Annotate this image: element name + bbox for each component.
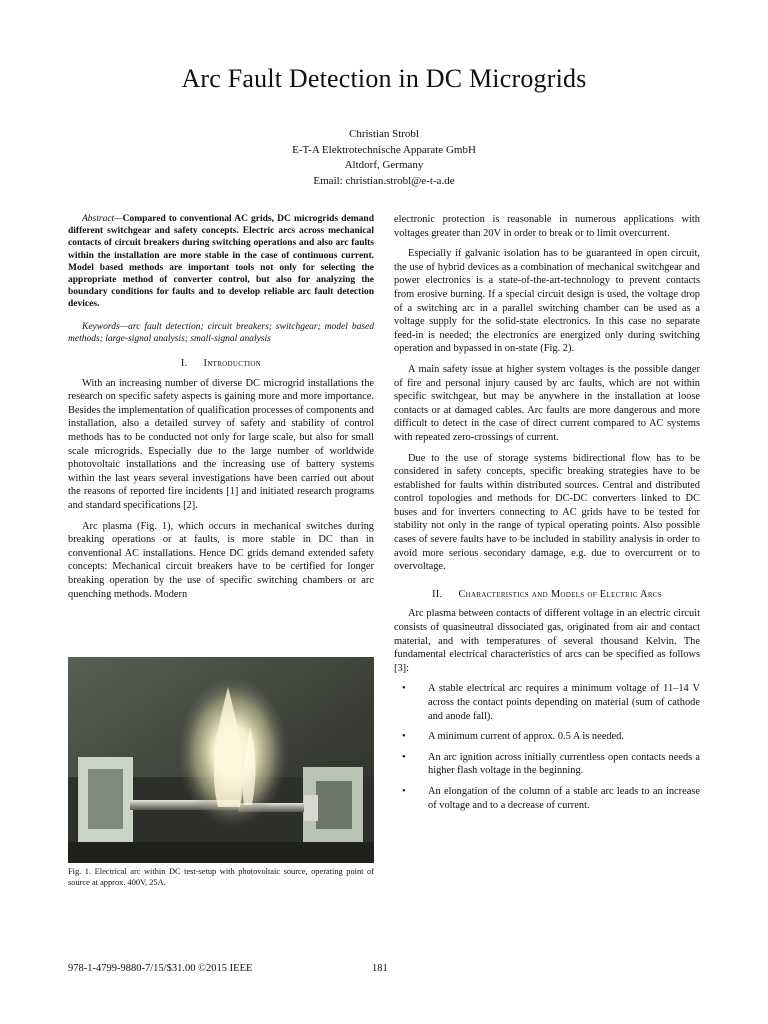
bullet-icon: • (402, 683, 406, 695)
section-title: Introduction (203, 358, 262, 370)
abstract-lead: Abstract— (82, 214, 123, 224)
right-column (394, 213, 700, 819)
section-number: II. (432, 588, 443, 600)
figure-arc-photo (68, 657, 374, 863)
keywords: Keywords—arc fault detection; circuit breakers; switchgear; model based methods; large-signal analysis; small-signal analysis (68, 321, 374, 344)
page-number: 181 (372, 963, 388, 974)
right-paragraph-2: Especially if galvanic isolation has to be guaranteed in open circuit, the use of hybrid devices as a combination of mechanical switchgear and power electronics is a state-of-the-art-technology to prevent contacts from erosive burning. If a special circuit design is used, the voltage drop of a switching arc in a parallel switching chamber can be used as a voltage supply for the solid-state electronics. In this case no separate feed-in is needed; the electronics are energized only during switching operation and bypassed in on-state (Fig. 2). (394, 248, 700, 355)
intro-paragraph-2: Arc plasma (Fig. 1), which occurs in mechanical switches during breaking operations or at faults, is more stable in DC than in conventional AC installations. Hence DC grids demand extended safety concepts: Mechanical circuit breakers have to be certified for longer breaking operation by the use of specific switching chambers or arc quenching methods. Modern (68, 520, 374, 600)
section2-paragraph-1: Arc plasma between contacts of different voltage in an electric circuit consists of quasineutral dissociated gas, originated from air and contact material, and with temperatures of several thousand Kelvin. The fundamental electrical characteristics of arcs can be specified as follows [3]: (394, 608, 700, 674)
list-item: • An elongation of the column of a stable arc leads to an increase of voltage and to a decrease of current. (402, 785, 700, 811)
section-heading-characteristics (394, 588, 700, 602)
right-paragraph-4: Due to the use of storage systems bidirectional flow has to be considered in safety concepts, specific breaking strategies have to be established for faults within distributed sources. Central and distributed control topologies and methods for DC-DC converters linked to DC buses and for inverters connecting to AC grids have to be tested for stability not only in the range of typical operating points. Also possible cases of severe faults have to be included in stability analysis in order to avoid more serious secondary damage, e.g. due to overcurrent or to overvoltage. (394, 452, 700, 573)
author-email: Email: christian.strobl@e-t-a.de (313, 174, 455, 187)
bullet-icon: • (402, 731, 406, 743)
abstract (68, 213, 374, 311)
left-column (68, 213, 374, 608)
section-title: Characteristics and Models of Electric Arcs (458, 588, 662, 600)
section-heading-introduction (68, 357, 374, 371)
right-paragraph-1: electronic protection is reasonable in numerous applications with voltages greater than 20V in order to break or to limit overcurrent. (394, 214, 700, 239)
bullet-icon: • (402, 751, 406, 763)
footer-isbn: 978-1-4799-9880-7/15/$31.00 ©2015 IEEE (68, 963, 253, 974)
author-block (0, 127, 768, 189)
author-name: Christian Strobl (349, 128, 419, 140)
section-number: I. (180, 358, 188, 370)
author-affiliation: E-T-A Elektrotechnische Apparate GmbH (292, 143, 476, 156)
author-location: Altdorf, Germany (344, 159, 424, 171)
abstract-text: Compared to conventional AC grids, DC microgrids demand different switchgear and safety concepts. Electric arcs across mechanical contacts of circuit breakers during switching operations and also arc faults within the installation are more stable in the case of continuous current. Model based methods are important tools not only for selecting the appropriate method of converter control, but also for analyzing the boundary conditions for faults and to develop reliable arc fault detection devices. (68, 214, 374, 310)
bullet-icon: • (402, 785, 406, 797)
arc-photo-illustration (68, 657, 374, 863)
list-item: • A stable electrical arc requires a minimum voltage of 11–14 V across the contact points depending on material (sum of cathode and anode fall). (402, 683, 700, 722)
right-paragraph-3: A main safety issue at higher system voltages is the possible danger of fire and personal injury caused by arc faults, which are not within specific switchgear, but may be anywhere in the installation at loose contacts or at damaged cables. Arc faults are more dangerous and more difficult to detect in the case of direct current compared to AC systems with repeated zero-crossings of current. (394, 363, 700, 443)
paper-title: Arc Fault Detection in DC Microgrids (181, 64, 587, 93)
list-item: • An arc ignition across initially currentless open contacts needs a higher flash voltage in the beginning. (402, 751, 700, 777)
figure-caption: Fig. 1. Electrical arc within DC test-setup with photovoltaic source, operating point of source at approx. 400V, 25A. (68, 867, 374, 887)
list-item: • A minimum current of approx. 0.5 A is needed. (402, 731, 624, 743)
arc-characteristics-list (394, 682, 700, 812)
intro-paragraph-1: With an increasing number of diverse DC microgrid installations the research on specific safety aspects is gaining more and more importance. Besides the implementation of qualification processes of components and installation, also a detailed survey of safety and stability of control methods has to be conducted not only for large scale, but also for small scale microgrids. Especially due to the large number of worldwide photovoltaic installations and the increasing use of battery systems within the last years several investigations have been carried out about the reasons of reported fire incidents [1] and initiated research programs and standard specifications [2]. (68, 377, 374, 511)
